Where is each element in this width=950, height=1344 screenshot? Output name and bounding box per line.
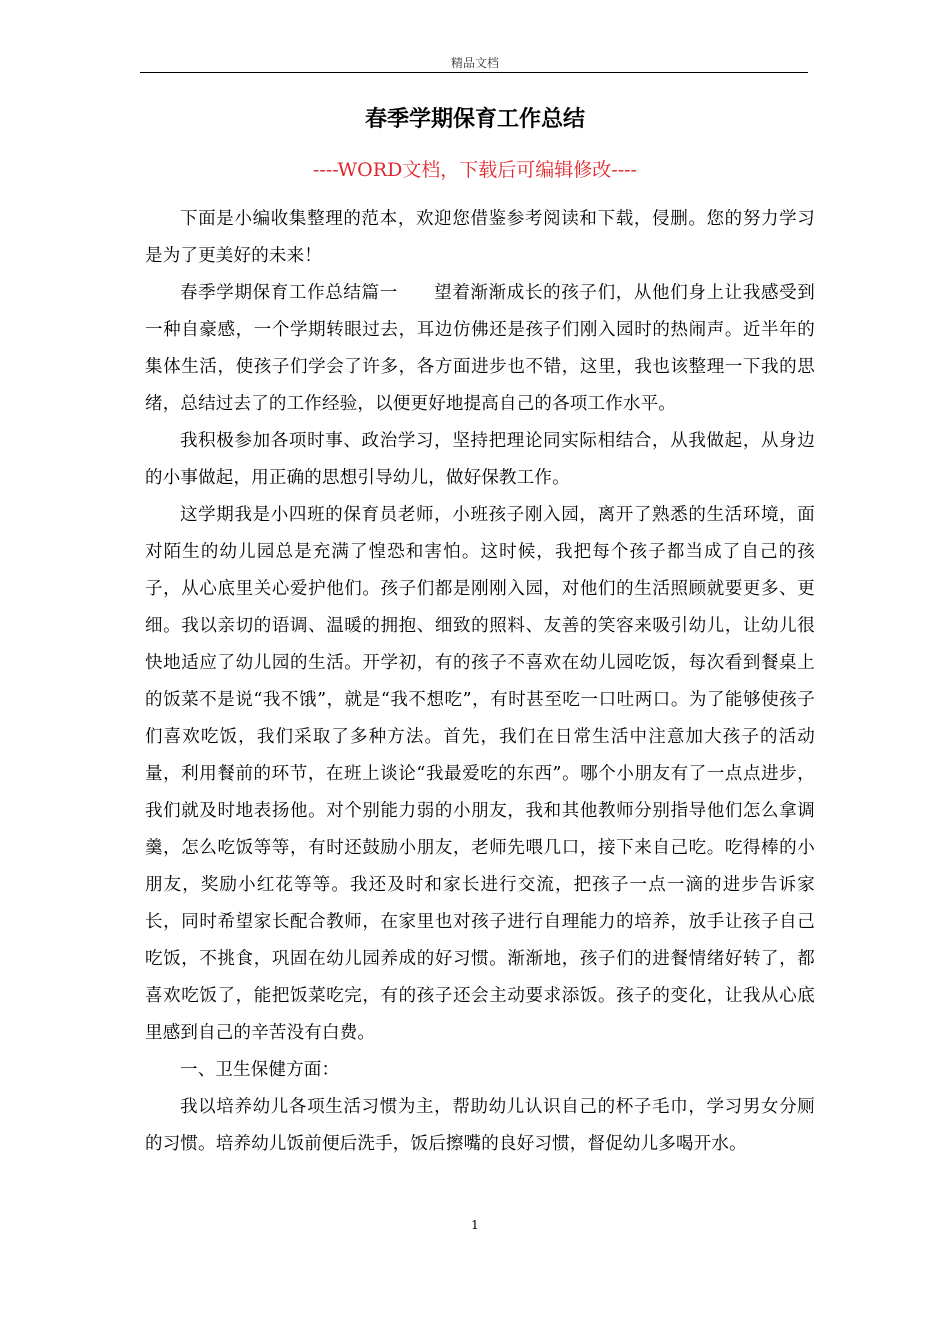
document-title: 春季学期保育工作总结 <box>364 106 585 132</box>
paragraph-3: 这学期我是小四班的保育员老师，小班孩子刚入园，离开了熟悉的生活环境，面对陌生的幼儿园总是充满了惶恐和害怕。这时候，我把每个孩子都当成了自己的孩子，从心底里关心爱护他们。孩子们都是刚刚入园，对他们的生活照顾就要更多、更细。我以亲切的语调、温暖的拥抱、细致的照料、友善的笑容来吸引幼儿，让幼儿很快地适应了幼儿园的生活。开学初，有的孩子不喜欢在幼儿园吃饭，每次看到餐桌上的饭菜不是说“我不饿”，就是“我不想吃”，有时甚至吃一口吐两口。为了能够使孩子们喜欢吃饭，我们采取了多种方法。首先，我们在日常生活中注意加大孩子的活动量，利用餐前的环节，在班上谈论“我最爱吃的东西”。哪个小朋友有了一点点进步，我们就及时地表扬他。对个别能力弱的小朋友，我和其他教师分别指导他们怎么拿调羹，怎么吃饭等等，有时还鼓励小朋友，老师先喂几口，接下来自己吃。吃得棒的小朋友，奖励小红花等等。我还及时和家长进行交流，把孩子一点一滴的进步告诉家长，同时希望家长配合教师，在家里也对孩子进行自理能力的培养，放手让孩子自己吃饭，不挑食，巩固在幼儿园养成的好习惯。渐渐地，孩子们的进餐情绪好转了，都喜欢吃饭了，能把饭菜吃完，有的孩子还会主动要求添饭。孩子的变化，让我从心底里感到自己的辛苦没有白费。 <box>145 505 815 1043</box>
page-header-label: 精品文档 <box>450 56 499 70</box>
paragraph-2: 我积极参加各项时事、政治学习，坚持把理论同实际相结合，从我做起，从身边的小事做起，用正确的思想引导幼儿，做好保教工作。 <box>145 431 815 488</box>
document-body <box>145 201 815 1163</box>
section-heading-hygiene: 一、卫生保健方面： <box>180 1060 340 1080</box>
document-subtitle: ----WORD文档，下载后可编辑修改---- <box>313 159 637 181</box>
paragraph-5: 我以培养幼儿各项生活习惯为主，帮助幼儿认识自己的杯子毛巾，学习男女分厕的习惯。培养幼儿饭前便后洗手，饭后擦嘴的良好习惯，督促幼儿多喝开水。 <box>145 1097 815 1154</box>
header-divider <box>140 72 808 73</box>
paragraph-intro: 下面是小编收集整理的范本，欢迎您借鉴参考阅读和下载，侵删。您的努力学习是为了更美好的未来！ <box>145 209 815 266</box>
paragraph-1: 春季学期保育工作总结篇一 望着渐渐成长的孩子们，从他们身上让我感受到一种自豪感，一个学期转眼过去，耳边仿佛还是孩子们刚入园时的热闹声。近半年的集体生活，使孩子们学会了许多，各方面进步也不错，这里，我也该整理一下我的思绪，总结过去了的工作经验，以便更好地提高自己的各项工作水平。 <box>145 283 815 414</box>
page-number: 1 <box>471 1218 479 1232</box>
